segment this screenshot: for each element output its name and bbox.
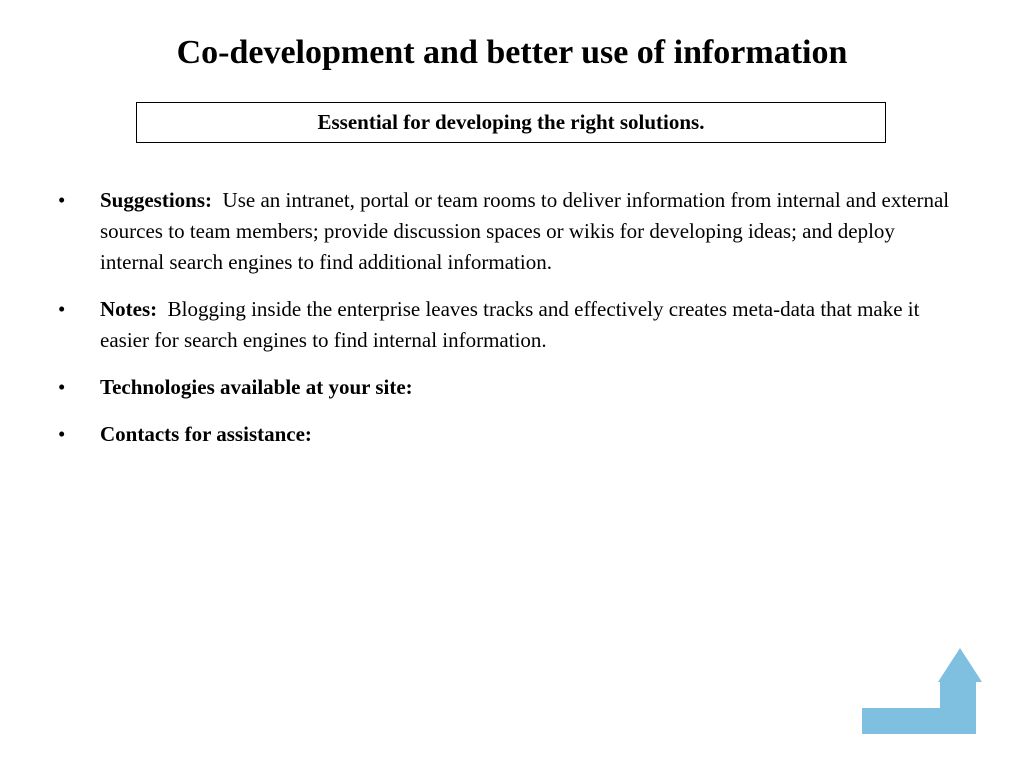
bullet-dot: •: [58, 188, 66, 212]
bullet-dot: •: [58, 422, 66, 446]
bullet-label: Notes:: [100, 297, 158, 321]
bullet-list: [58, 185, 958, 466]
return-arrow-icon[interactable]: [860, 646, 984, 736]
bullet-label: Suggestions:: [100, 188, 213, 212]
return-arrow-shape: [862, 648, 982, 734]
bullet-item-notes: [58, 294, 958, 356]
subtitle-text: Essential for developing the right solutions.: [317, 110, 705, 134]
bullet-text: Use an intranet, portal or team rooms to deliver information from internal and external sources to team members; provide discussion spaces or wikis for developing ideas; and deploy internal search engines to find additional information.: [100, 188, 950, 274]
bullet-label: Contacts for assistance:: [100, 422, 312, 446]
slide-title: Co-development and better use of information: [176, 34, 848, 71]
subtitle-box: [136, 102, 886, 143]
bullet-item-contacts: [58, 419, 958, 450]
bullet-item-technologies: [58, 372, 958, 403]
bullet-label: Technologies available at your site:: [100, 375, 413, 399]
bullet-text: Blogging inside the enterprise leaves tracks and effectively creates meta-data that make it easier for search engines to find internal information.: [100, 297, 920, 352]
bullet-dot: •: [58, 297, 66, 321]
return-arrow-svg: [860, 646, 984, 736]
bullet-dot: •: [58, 375, 66, 399]
bullet-item-suggestions: [58, 185, 958, 278]
